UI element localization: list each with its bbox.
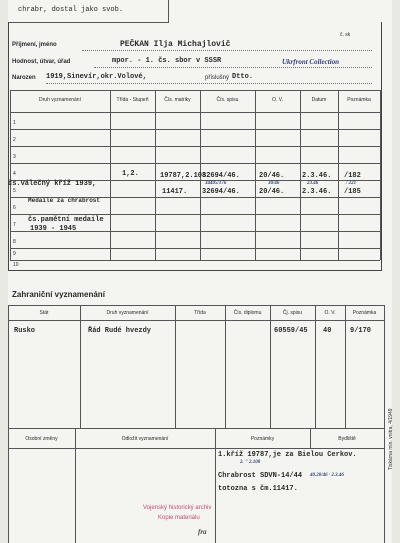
table1-left-border xyxy=(10,90,11,260)
table2-col-divider xyxy=(225,305,226,428)
bottom-col-divider xyxy=(75,428,76,543)
table2-header-border xyxy=(8,320,384,321)
table1-col-divider xyxy=(338,90,339,260)
printer-side-text: Tiskárna min. vnitra, 4/1949 xyxy=(388,408,394,470)
top-strip-text: chrabr, dostal jako svob. xyxy=(18,6,124,14)
row-number: 1 xyxy=(13,120,16,126)
table2-top-border xyxy=(8,305,384,306)
table1-col-divider xyxy=(110,90,111,260)
row-number: 10 xyxy=(13,262,19,268)
table1-row-line xyxy=(10,129,380,130)
notes-line-4: totozna s čm.11417. xyxy=(218,485,298,493)
table2-col-divider xyxy=(270,305,271,428)
rank-value: mpor. - 1. čs. sbor v SSSR xyxy=(112,57,222,65)
table1-header-ov: O. V. xyxy=(272,97,283,103)
archive-stamp-line-1: Vojenský historický archiv xyxy=(143,505,212,511)
table1-row-line xyxy=(10,146,380,147)
row5-ov-sub: 30/46 xyxy=(268,181,280,186)
table1-col-divider xyxy=(300,90,301,260)
citizenship-value: Dtto. xyxy=(232,73,254,81)
table2-right-border xyxy=(384,305,385,543)
rank-underline xyxy=(94,67,372,68)
row5-matrix: 19787,2.108 xyxy=(160,172,207,180)
row6-note: /185 xyxy=(344,188,361,196)
table2-header-diploma: Čís. diplomu xyxy=(233,310,262,316)
name-label: Příjmení, jméno xyxy=(12,42,57,48)
table2-col-divider xyxy=(315,305,316,428)
table2-left-border xyxy=(8,305,9,428)
table2-col-divider xyxy=(175,305,176,428)
bottom-header-notes: Poznámky xyxy=(250,436,275,442)
table2-col-divider xyxy=(345,305,346,428)
born-label: Narozen xyxy=(12,75,36,81)
table2-note: 9/170 xyxy=(350,327,372,335)
row-number: 9 xyxy=(13,251,16,257)
bottom-left-border xyxy=(8,428,9,543)
table2-header-file: Čj. spisu xyxy=(282,310,303,316)
row7-award: čs.pamětní medaile xyxy=(28,216,104,224)
rank-label: Hodnost, útvar, úřad xyxy=(12,59,71,65)
row5-award: čs.válečný kříž 1939, xyxy=(8,180,97,188)
row-number: 6 xyxy=(13,205,16,211)
table1-header-border xyxy=(10,112,380,113)
row-number: 3 xyxy=(13,154,16,160)
row5-file-sub: 34405/176 xyxy=(205,181,227,186)
notes-line-2: 2. " 2.108 xyxy=(240,460,261,465)
table2-header-ov: O. V. xyxy=(324,310,336,316)
table2-header-note: Poznámka xyxy=(352,310,377,316)
collection-note: Ukrfront Collection xyxy=(282,58,339,66)
row5-note-sub: / 221 xyxy=(346,181,357,186)
row6-award: Medaile za chrabrost xyxy=(28,197,101,204)
table2-bottom-border xyxy=(8,428,384,429)
bottom-header-deferred: Odložit vyznamenání xyxy=(121,436,169,442)
table1-col-divider xyxy=(255,90,256,260)
table1-header-matrix: Čís. matriky xyxy=(164,97,191,103)
table1-top-border xyxy=(10,90,380,91)
row-number: 2 xyxy=(13,137,16,143)
top-strip xyxy=(8,0,169,23)
table2-file: 60559/45 xyxy=(274,327,308,335)
row5-note: /182 xyxy=(344,172,361,180)
row8-award: 1939 - 1945 xyxy=(30,225,77,233)
table2-state: Rusko xyxy=(14,327,36,335)
row-number: 7 xyxy=(13,222,16,228)
row-number: 8 xyxy=(13,239,16,245)
row5-class: 1,2. xyxy=(122,170,139,178)
row5-date-sub: 23.46 xyxy=(307,181,319,186)
table1-header-award: Druh vyznamenání xyxy=(39,97,81,103)
row5-ov: 20/46. xyxy=(259,172,285,180)
notes-line-1: 1.kříž 19787,je za Bielou Cerkov. xyxy=(218,451,357,459)
row6-date: 2.3.46. xyxy=(302,188,332,196)
born-underline xyxy=(46,83,372,84)
notes-side-annotation: 40.20/46 · 2.3.46 xyxy=(310,473,344,478)
table1-row-line xyxy=(10,163,380,164)
card-number-label: č. sk xyxy=(340,32,351,38)
table1-row-line xyxy=(10,248,380,249)
table1-bottom-border xyxy=(10,260,380,261)
table1-right-border xyxy=(380,90,381,260)
row5-file: 32694/46. xyxy=(202,172,240,180)
citizenship-label: příslušný xyxy=(205,75,230,81)
table2-header-award: Druh vyznamenání xyxy=(106,310,149,316)
bottom-header-residence: Bydliště xyxy=(338,436,356,442)
table1-header-date: Datum xyxy=(311,97,327,103)
row6-ov: 20/46. xyxy=(259,188,285,196)
signature: fra xyxy=(198,528,207,536)
table2-ov: 40 xyxy=(323,327,332,335)
row6-matrix: 11417. xyxy=(162,188,188,196)
table2-col-divider xyxy=(80,305,81,428)
row-number: 4 xyxy=(13,171,16,177)
born-value: 1919,Sinevír,okr.Volové, xyxy=(46,73,147,81)
table1-header-class: Třída - Stupeň xyxy=(116,97,149,103)
table1-col-divider xyxy=(155,90,156,260)
archive-stamp-line-2: Kopie materiálu xyxy=(158,515,200,521)
row6-file: 32694/46. xyxy=(202,188,240,196)
table2-header-class: Třída xyxy=(194,310,206,316)
bottom-header-personal: Osobní změny xyxy=(25,436,58,442)
table1-header-note: Poznámka xyxy=(347,97,371,103)
name-value: PEČKAN Ilja Michajlovič xyxy=(120,40,231,49)
row5-date: 2.3.46. xyxy=(302,172,332,180)
table2-award: Řád Rudé hvezdy xyxy=(88,327,152,335)
bottom-col-divider xyxy=(215,428,216,543)
table1-row-line xyxy=(10,214,380,215)
table2-header-state: Stát xyxy=(39,310,49,316)
notes-line-3: Chrabrost SDVN-14/44 xyxy=(218,472,303,480)
bottom-header-border xyxy=(8,448,384,449)
name-underline xyxy=(82,50,372,51)
foreign-decorations-title: Zahraniční vyznamenání xyxy=(12,290,105,299)
row-number: 5 xyxy=(13,188,16,194)
table1-header-file: Čís. spisu xyxy=(216,97,239,103)
